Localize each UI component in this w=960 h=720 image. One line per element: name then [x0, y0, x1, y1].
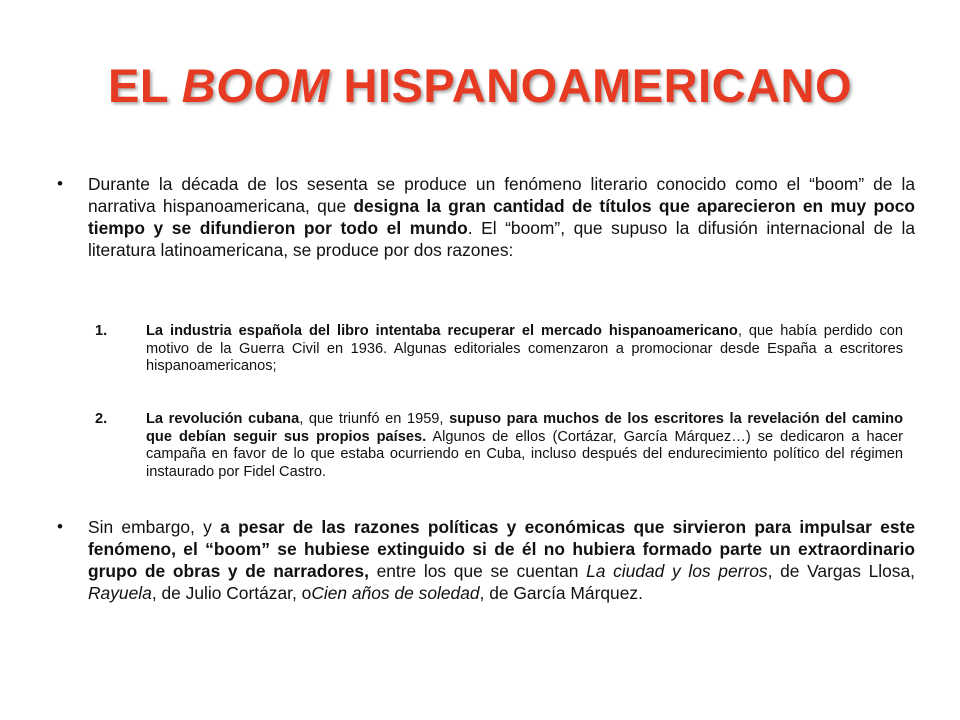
item-2-text-b: Algunos de ellos (Cortázar, García Márquez…) se dedicaron a hacer campaña en favor de lo que estaba ocurriendo en Cuba, incluso después del endurecimiento político del régimen instaurado por Fidel Castro. [146, 428, 903, 480]
item-1-text [146, 323, 903, 376]
bullet-paragraph-1 [57, 173, 915, 261]
bullet-2-text [88, 516, 915, 604]
item-2-number: 2. [95, 411, 108, 427]
numbered-item-2 [95, 411, 903, 481]
bullet-2-text-c: , de Vargas Llosa, [767, 561, 915, 581]
slide-title [0, 58, 960, 113]
bullet-1-text-b: . El “boom”, que supuso la difusión internacional de la literatura latinoamericana, se produce por dos razones: [88, 218, 916, 260]
bullet-1-text-bold: designa la gran cantidad de títulos que aparecieron en muy poco tiempo y se difundieron por todo el mundo [88, 196, 915, 238]
title-part3: HISPANOAMERICANO [329, 59, 853, 112]
book-title-cien-anos: Cien años de soledad [311, 583, 480, 603]
item-2-text-a: , que triunfó en 1959, [299, 411, 450, 427]
bullet-2-text-e: , de García Márquez. [479, 583, 643, 603]
bullet-paragraph-2 [57, 516, 915, 604]
title-part1: EL [107, 59, 182, 112]
numbered-item-1 [95, 323, 903, 376]
bullet-1-text-a: Durante la década de los sesenta se produce un fenómeno literario conocido como el “boom” de la narrativa hispanoamericana, que [88, 174, 915, 216]
item-2-text-bold-b: supuso para muchos de los escritores la revelación del camino que debían seguir sus propios países. [146, 411, 903, 445]
bullet-marker: • [57, 517, 63, 536]
item-1-number: 1. [95, 323, 108, 339]
bullet-2-text-bold: a pesar de las razones políticas y económicas que sirvieron para impulsar este fenómeno, el “boom” se hubiese extinguido si de él no hubiera formado parte un extraordinario grupo de obras y de narradores, [88, 517, 915, 581]
bullet-1-text [88, 173, 915, 261]
bullet-marker: • [57, 174, 63, 193]
item-2-text-bold-a: La revolución cubana [146, 411, 300, 427]
item-2-text [146, 411, 903, 481]
bullet-2-text-d: , de Julio Cortázar, o [151, 583, 312, 603]
title-part2: BOOM [181, 59, 330, 112]
bullet-2-text-a: Sin embargo, y [88, 517, 221, 537]
book-title-rayuela: Rayuela [88, 583, 152, 603]
item-1-text-bold: La industria española del libro intentaba recuperar el mercado hispanoamericano [146, 323, 738, 339]
item-1-text-rest: , que había perdido con motivo de la Guerra Civil en 1936. Algunas editoriales comenzaron a promocionar desde España a escritores hispanoamericanos; [146, 323, 904, 374]
bullet-2-text-b: entre los que se cuentan [368, 561, 587, 581]
book-title-la-ciudad: La ciudad y los perros [586, 561, 768, 581]
